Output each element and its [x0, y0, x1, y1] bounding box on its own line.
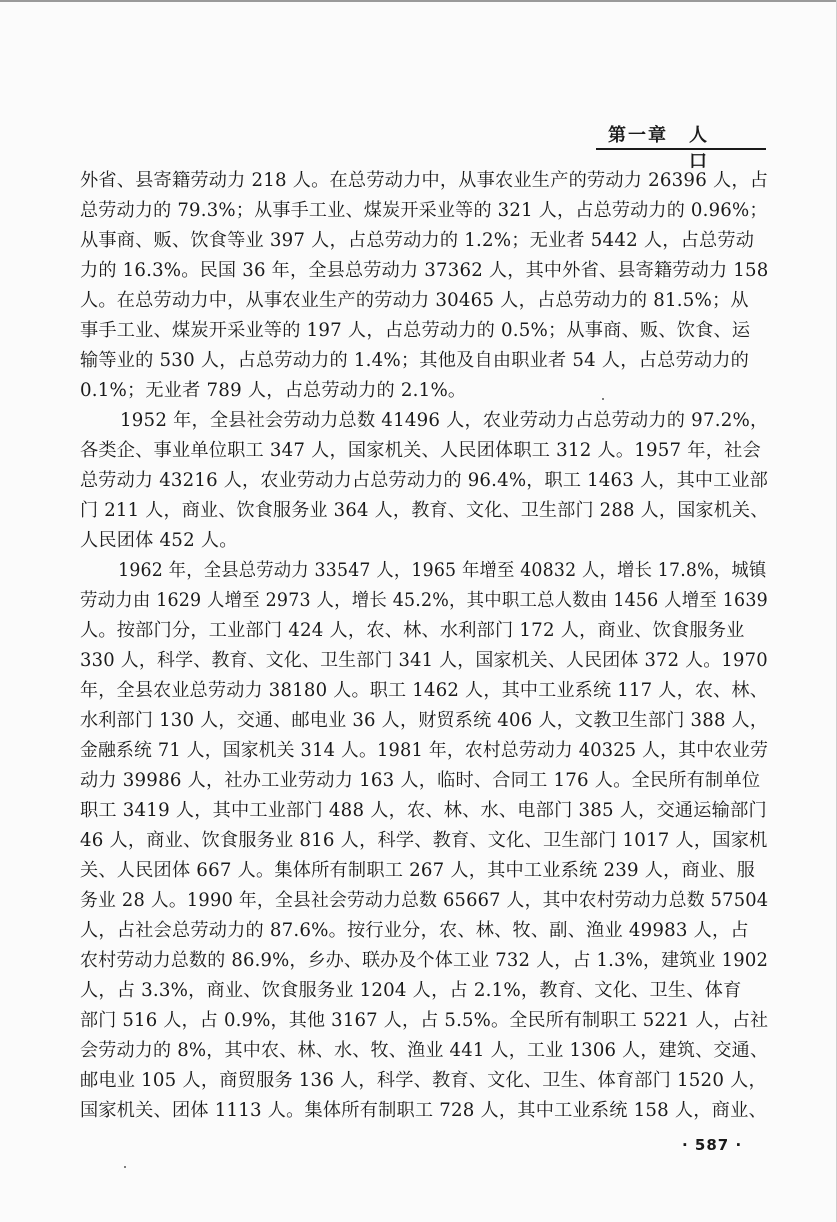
text-line: 力的 16.3%。民国 36 年，全县总劳动力 37362 人，其中外省、县寄籍劳动力 158: [80, 260, 769, 281]
scan-speck: [602, 398, 604, 400]
text-line: 各类企、事业单位职工 347 人，国家机关、人民团体职工 312 人。1957 年，社会: [80, 440, 761, 461]
paragraph-1: [80, 166, 768, 406]
text-line: 职工 3419 人，其中工业部门 488 人，农、林、水、电部门 385 人，交通运输部门: [80, 800, 767, 821]
text-line: 水利部门 130 人，交通、邮电业 36 人，财贸系统 406 人，文教卫生部门 388 人，: [80, 710, 769, 731]
text-line: 从事商、贩、饮食等业 397 人，占总劳动力的 1.2%；无业者 5442 人，占总劳动: [80, 230, 755, 251]
text-line: 人。在总劳动力中，从事农业生产的劳动力 30465 人，占总劳动力的 81.5%；从: [80, 290, 749, 311]
chapter-label: 第一章: [608, 125, 668, 146]
text-line: 劳动力由 1629 人增至 2973 人，增长 45.2%，其中职工总人数由 1456 人增至 1639: [80, 590, 768, 611]
running-header: [596, 118, 766, 172]
text-line: 门 211 人，商业、饮食服务业 364 人，教育、文化、卫生部门 288 人，国家机关、: [80, 500, 769, 521]
paragraph-3: [80, 556, 768, 1126]
text-line: 关、人民团体 667 人。集体所有制职工 267 人，其中工业系统 239 人，商业、服: [80, 860, 756, 881]
text-line: 输等业的 530 人，占总劳动力的 1.4%；其他及自由职业者 54 人，占总劳动力的: [80, 350, 750, 371]
text-line: 人民团体 452 人。: [80, 530, 238, 551]
text-line: 330 人，科学、教育、文化、卫生部门 341 人，国家机关、人民团体 372 人。1970: [80, 650, 768, 671]
chapter-title: 人口: [689, 125, 729, 172]
text-line: 人，占社会总劳动力的 87.6%。按行业分，农、林、牧、副、渔业 49983 人，占: [80, 920, 749, 941]
text-line: 会劳动力的 8%，其中农、林、水、牧、渔业 441 人，工业 1306 人，建筑、交通、: [80, 1040, 769, 1061]
text-line: 外省、县寄籍劳动力 218 人。在总劳动力中，从事农业生产的劳动力 26396 人，占: [80, 170, 769, 191]
scan-speck: [124, 1166, 126, 1168]
text-line: 总劳动力的 79.3%；从事手工业、煤炭开采业等的 321 人，占总劳动力的 0.96%；: [80, 200, 768, 221]
text-line: 国家机关、团体 1113 人。集体所有制职工 728 人，其中工业系统 158 人，商业、: [80, 1100, 767, 1121]
text-line: 人，占 3.3%，商业、饮食服务业 1204 人，占 2.1%，教育、文化、卫生、体育: [80, 980, 742, 1001]
text-line: 邮电业 105 人，商贸服务 136 人，科学、教育、文化、卫生、体育部门 1520 人，: [80, 1070, 767, 1091]
text-line: 总劳动力 43216 人，农业劳动力占总劳动力的 96.4%，职工 1463 人，其中工业部: [80, 470, 769, 491]
scan-border-top: [0, 0, 837, 2]
text-line: 部门 516 人，占 0.9%，其他 3167 人，占 5.5%。全民所有制职工 5221 人，占社: [80, 1010, 769, 1031]
text-line: 年，全县农业总劳动力 38180 人。职工 1462 人，其中工业系统 117 人，农、林、: [80, 680, 768, 701]
text-line: 1952 年，全县社会劳动力总数 41496 人，农业劳动力占总劳动力的 97.2%，: [120, 410, 769, 431]
body-text: [80, 166, 768, 1126]
text-line: 0.1%；无业者 789 人，占总劳动力的 2.1%。: [80, 380, 467, 401]
text-line: 人。按部门分，工业部门 424 人，农、林、水利部门 172 人，商业、饮食服务业: [80, 620, 745, 641]
text-line: 事手工业、煤炭开采业等的 197 人，占总劳动力的 0.5%；从事商、贩、饮食、运: [80, 320, 751, 341]
text-line: 动力 39986 人，社办工业劳动力 163 人，临时、合同工 176 人。全民所有制单位: [80, 770, 761, 791]
paragraph-2: [80, 406, 768, 556]
text-line: 农村劳动力总数的 86.9%，乡办、联办及个体工业 732 人，占 1.3%，建筑业 1902: [80, 950, 769, 971]
text-line: 务业 28 人。1990 年，全县社会劳动力总数 65667 人，其中农村劳动力总数 57504: [80, 890, 769, 911]
page-number: · 587 ·: [682, 1136, 743, 1154]
text-line: 金融系统 71 人，国家机关 314 人。1981 年，农村总劳动力 40325 人，其中农业劳: [80, 740, 769, 761]
text-line: 46 人，商业、饮食服务业 816 人，科学、教育、文化、卫生部门 1017 人，国家机: [80, 830, 768, 851]
text-line: 1962 年，全县总劳动力 33547 人，1965 年增至 40832 人，增长 17.8%，城镇: [118, 560, 767, 581]
